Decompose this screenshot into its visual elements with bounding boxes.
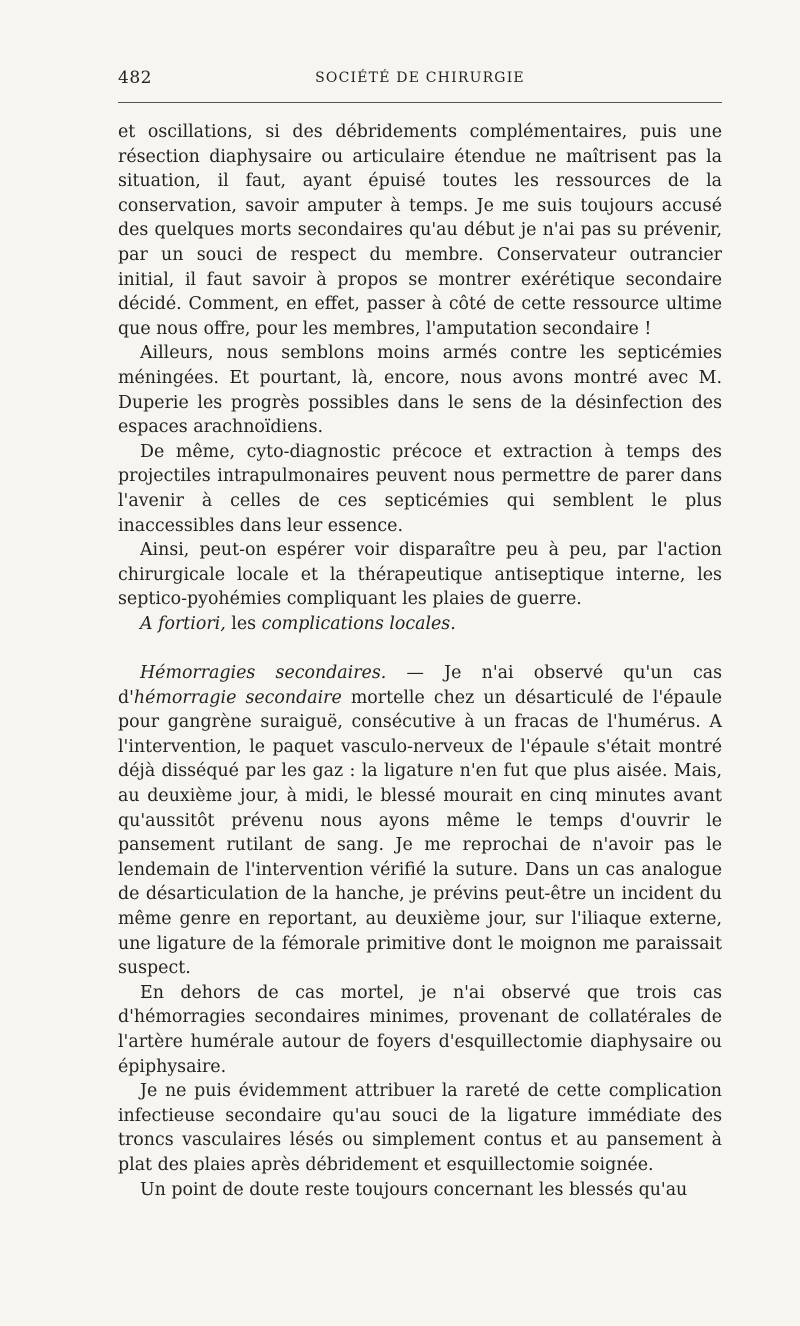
- paragraph: et oscillations, si des débridements complémentaires, puis une résection diaphysaire ou articulaire étendue ne maîtrisent pas la situation, il faut, ayant épuisé toutes les ressources de la conservation, savoir amputer à temps. Je me suis toujours accusé des quelques morts secondaires qu'au début je n'ai pas su prévenir, par un souci de respect du membre. Conservateur outrancier initial, il faut savoir à propos se montrer exérétique secondaire décidé. Comment, en effet, passer à côté de cette ressource ultime que nous offre, pour les membres, l'amputation secondaire !: [118, 122, 722, 339]
- paragraph: Ailleurs, nous semblons moins armés contre les septicémies méningées. Et pourtant, là, encore, nous avons montré avec M. Duperie les progrès possibles dans le sens de la désinfection des espaces arachnoïdiens.: [118, 343, 722, 438]
- section-hemorrhage: [118, 661, 722, 981]
- section-heading: Hémorragies secondaires.: [140, 663, 387, 684]
- paragraph: Je ne puis évidemment attribuer la rareté de cette complication infectieuse secondaire qu'au souci de la ligature immédiate des troncs vasculaires lésés ou simplement contus et au pansement à plat des plaies après débridement et esquillectomie soignée.: [118, 1081, 722, 1175]
- header-rule: [118, 102, 722, 103]
- page-number: 482: [118, 68, 152, 88]
- italic-text: complications locales.: [261, 613, 456, 634]
- paragraph-fortiori: [118, 612, 722, 637]
- italic-term: hémorragie secondaire: [133, 687, 342, 708]
- paragraph: Ainsi, peut-on espérer voir disparaître peu à peu, par l'action chirurgicale locale et la thérapeutique antiseptique interne, les septico-pyohémies compliquant les plaies de guerre.: [118, 540, 722, 610]
- running-title: SOCIÉTÉ DE CHIRURGIE: [315, 70, 525, 86]
- italic-text: A fortiori,: [140, 613, 226, 634]
- text-run: mortelle chez un désarticulé de l'épaule pour gangrène suraiguë, consécutive à un fracas de l'humérus. A l'intervention, le paquet vasculo-nerveux de l'épaule s'était montré déjà disséqué par les gaz : la ligature n'en fut que plus aisée. Mais, au deuxième jour, à midi, le blessé mourait en cinq minutes avant qu'aussitôt prévenu nous ayons même le temps d'ouvrir le pansement rutilant de sang. Je me reprochai de n'avoir pas le lendemain de l'intervention vérifié la suture. Dans un cas analogue de désarticulation de la hanche, je prévins peut-être un incident du même genre en reportant, au deuxième jour, sur l'iliaque externe, une ligature de la fémorale primitive dont le moignon me paraissait suspect.: [118, 687, 722, 979]
- paragraph: De même, cyto-diagnostic précoce et extraction à temps des projectiles intrapulmonaires peuvent nous permettre de parer dans l'avenir à celles de ces septicémies qui semblent le plus inaccessibles dans leur essence.: [118, 441, 722, 536]
- page-header: [118, 68, 722, 90]
- paragraph: Un point de doute reste toujours concernant les blessés qu'au: [140, 1179, 688, 1200]
- text-run: — Je n'ai observé qu'un cas d': [118, 663, 722, 708]
- text-run: les: [225, 613, 262, 634]
- paragraph: En dehors de cas mortel, je n'ai observé que trois cas d'hémorragies secondaires minimes, provenant de collatérales de l'artère humérale autour de foyers d'esquillectomie diaphysaire ou épiphysaire.: [118, 982, 722, 1077]
- body-text: [118, 120, 722, 1202]
